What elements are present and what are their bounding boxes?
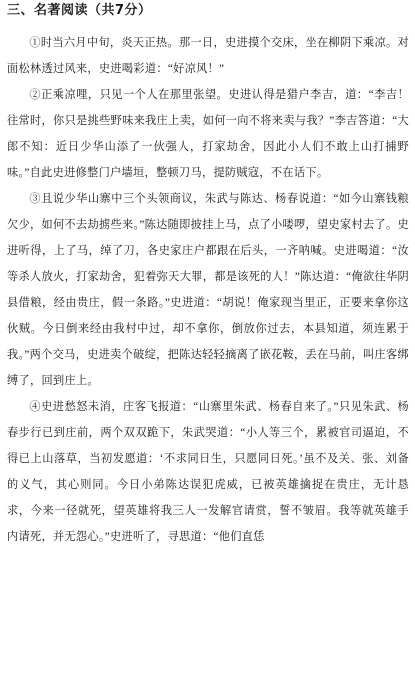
paragraph-2: ②正乘凉哩，只见一个人在那里张望。史进认得是猎户李吉，道：“李吉！往常时，你只是挑些野味来我庄上卖，如何一向不将来卖与我？”李吉答道：“大郎不知：近日少华山添了一伙强人，打家劫舍，因此小人们不敢上山打捕野味。”自此史进修整门户墙垣，整顿刀马，提防贼寇，不在话下。 [7, 89, 409, 179]
paragraph-4: ④史进愁怒未消，庄客飞报道：“山寨里朱武、杨春自来了。”只见朱武、杨春步行已到庄前，两个双双跪下，朱武哭道：“小人等三个，累被官司逼迫，不得已上山落草，当初发愿道：‘不求同日生，只愿同日死。’虽不及关、张、刘备的义气，其心则同。今日小弟陈达误犯虎威，已被英雄擒捉在贵庄，无计恳求，今来一径就死，望英雄将我三人一发解官请赏，誓不皱眉。我等就英雄手内请死，并无怨心。”史进听了，寻思道：“他们直恁 [7, 401, 409, 543]
section-title: 三、名著阅读（共7分） [7, 3, 152, 18]
paragraph-3: ③且说少华山寨中三个头领商议，朱武与陈达、杨春说道：“如今山寨钱粮欠少，如何不去劫掳些来。”陈达随即披挂上马，点了小喽啰，望史家村去了。史进听得，上了马，绰了刀，各史家庄户都跟在后头，一齐呐喊。史进喝道：“汝等杀人放火，打家劫舍，犯着弥天大罪，都是该死的人！”陈达道：“俺欲往华阴县借粮，经由贵庄，假一条路。”史进道：“胡说！俺家现当里正，正要来拿你这伙贼。今日倒来经由我村中过，却不拿你，倒放你过去，本县知道，须连累于我。”两个交马，史进卖个破绽，把陈达轻轻摘离了嵌花鞍，丢在马前，叫庄客绑缚了，回到庄上。 [7, 193, 409, 387]
paragraph-1: ①时当六月中旬，炎天正热。那一日，史进摸个交床，坐在柳阴下乘凉。对面松林透过风来，史进喝彩道：“好凉风！” [7, 37, 409, 75]
